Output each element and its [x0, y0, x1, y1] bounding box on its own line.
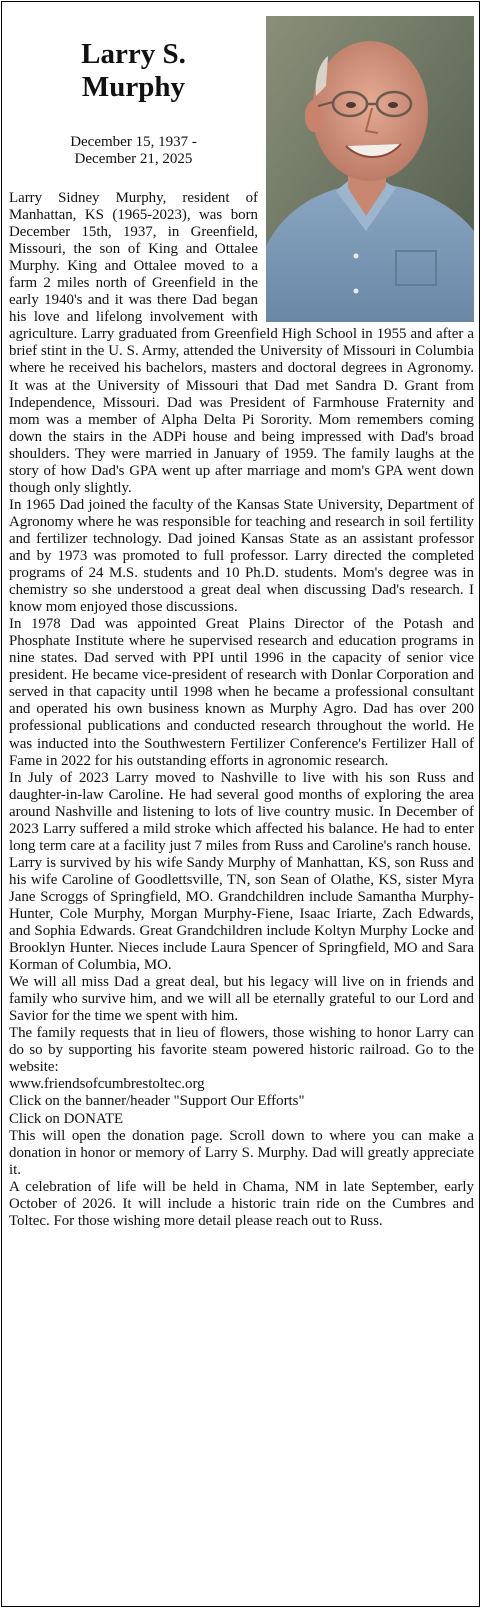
- paragraph-ppi: In 1978 Dad was appointed Great Plains Director of the Potash and Phosphate Institute where he supervised research and education programs in nine states. Dad served with PPI until 1996 in the capacity of senior vice president. He became vice-president of research with Donlar Corporation and served in that capacity until 1998 when he became a professional consultant and operated his own business known as Murphy Agro. Dad has over 200 professional publications and conducted research throughout the world. He was inducted into the Southwestern Fertilizer Conference's Fertilizer Hall of Fame in 2022 for his outstanding efforts in agronomic research.: [9, 616, 474, 769]
- paragraph-legacy: We will all miss Dad a great deal, but his legacy will live on in friends and family who survive him, and we will all be eternally grateful to our Lord and Savior for the time we spent with him.: [9, 974, 474, 1025]
- birth-date: December 15, 1937 -: [70, 134, 197, 150]
- portrait-photo: [266, 16, 474, 322]
- instruction-banner: Click on the banner/header "Support Our Efforts": [9, 1093, 305, 1110]
- website-link[interactable]: www.friendsofcumbrestoltec.org: [9, 1076, 205, 1093]
- instruction-donate: Click on DONATE: [9, 1110, 124, 1127]
- paragraph-nashville: In July of 2023 Larry moved to Nashville to live with his son Russ and daughter-in-law Caroline. He had several good months of exploring the area around Nashville and listening to lots of live country music. In December of 2023 Larry suffered a mild stroke which affected his balance. He had to enter long term care at a facility just 7 miles from Russ and Caroline's ranch house.: [9, 769, 474, 854]
- obituary-frame: [1, 1, 480, 1607]
- paragraph-early-life: Larry Sidney Murphy, resident of Manhattan, KS (1965-2023), was born December 15th, 1937, in Greenfield, Missouri, the son of King and Ottalee Murphy. King and Ottalee moved to a farm 2 miles north of Greenfield in the early 1940's and it was there Dad began his love and lifelong involvement with agriculture. Larry graduated from Greenfield High School in 1955 and after a brief stint in the U. S. Army, attended the University of Missouri in Columbia where he received his bachelors, masters and doctoral degrees in Agronomy. It was at the University of Missouri that Dad met Sandra D. Grant from Independence, Missouri. Dad was President of Farmhouse Fraternity and mom was a member of Alpha Delta Pi Sorority. Mom remembers coming down the stairs in the ADPi house and being impressed with Dad's broad shoulders. They were married in January of 1959. The family laughs at the story of how Dad's GPA went up after marriage and mom's GPA went down though only slightly.: [9, 190, 474, 496]
- paragraph-donation: This will open the donation page. Scroll down to where you can make a donation in honor or memory of Larry S. Murphy. Dad will greatly appreciate it.: [9, 1127, 474, 1178]
- name-line-2: Murphy: [81, 71, 186, 103]
- paragraph-career: In 1965 Dad joined the faculty of the Kansas State University, Department of Agronomy where he was responsible for teaching and research in soil fertility and fertilizer technology. Dad joined Kansas State as an assistant professor and by 1973 was promoted to full professor. Larry directed the completed programs of 24 M.S. students and 10 Ph.D. students. Mom's degree was in chemistry so she understood a great deal when discussing Dad's research. I know mom enjoyed those discussions.: [9, 496, 474, 616]
- death-date: December 21, 2025: [74, 151, 193, 167]
- portrait-illustration: [266, 16, 474, 322]
- paragraph-memorial: The family requests that in lieu of flowers, those wishing to honor Larry can do so by supporting his favorite steam powered historic railroad. Go to the website:: [9, 1025, 474, 1076]
- name-line-1: Larry S.: [81, 38, 186, 70]
- paragraph-celebration: A celebration of life will be held in Chama, NM in late September, early October of 2026. It will include a historic train ride on the Cumbres and Toltec. For those wishing more detail please reach out to Russ.: [9, 1178, 474, 1229]
- paragraph-survivors: Larry is survived by his wife Sandy Murphy of Manhattan, KS, son Russ and his wife Caroline of Goodlettsville, TN, son Sean of Olathe, KS, sister Myra Jane Scroggs of Springfield, MO. Grandchildren include Samantha Murphy-Hunter, Cole Murphy, Morgan Murphy-Fiene, Isaac Iriarte, Zach Edwards, and Sophia Edwards. Great Grandchildren include Koltyn Murphy Locke and Brooklyn Hunter. Nieces include Laura Spencer of Springfield, MO and Sara Korman of Columbia, MO.: [9, 854, 474, 974]
- obituary-content: [9, 16, 474, 1230]
